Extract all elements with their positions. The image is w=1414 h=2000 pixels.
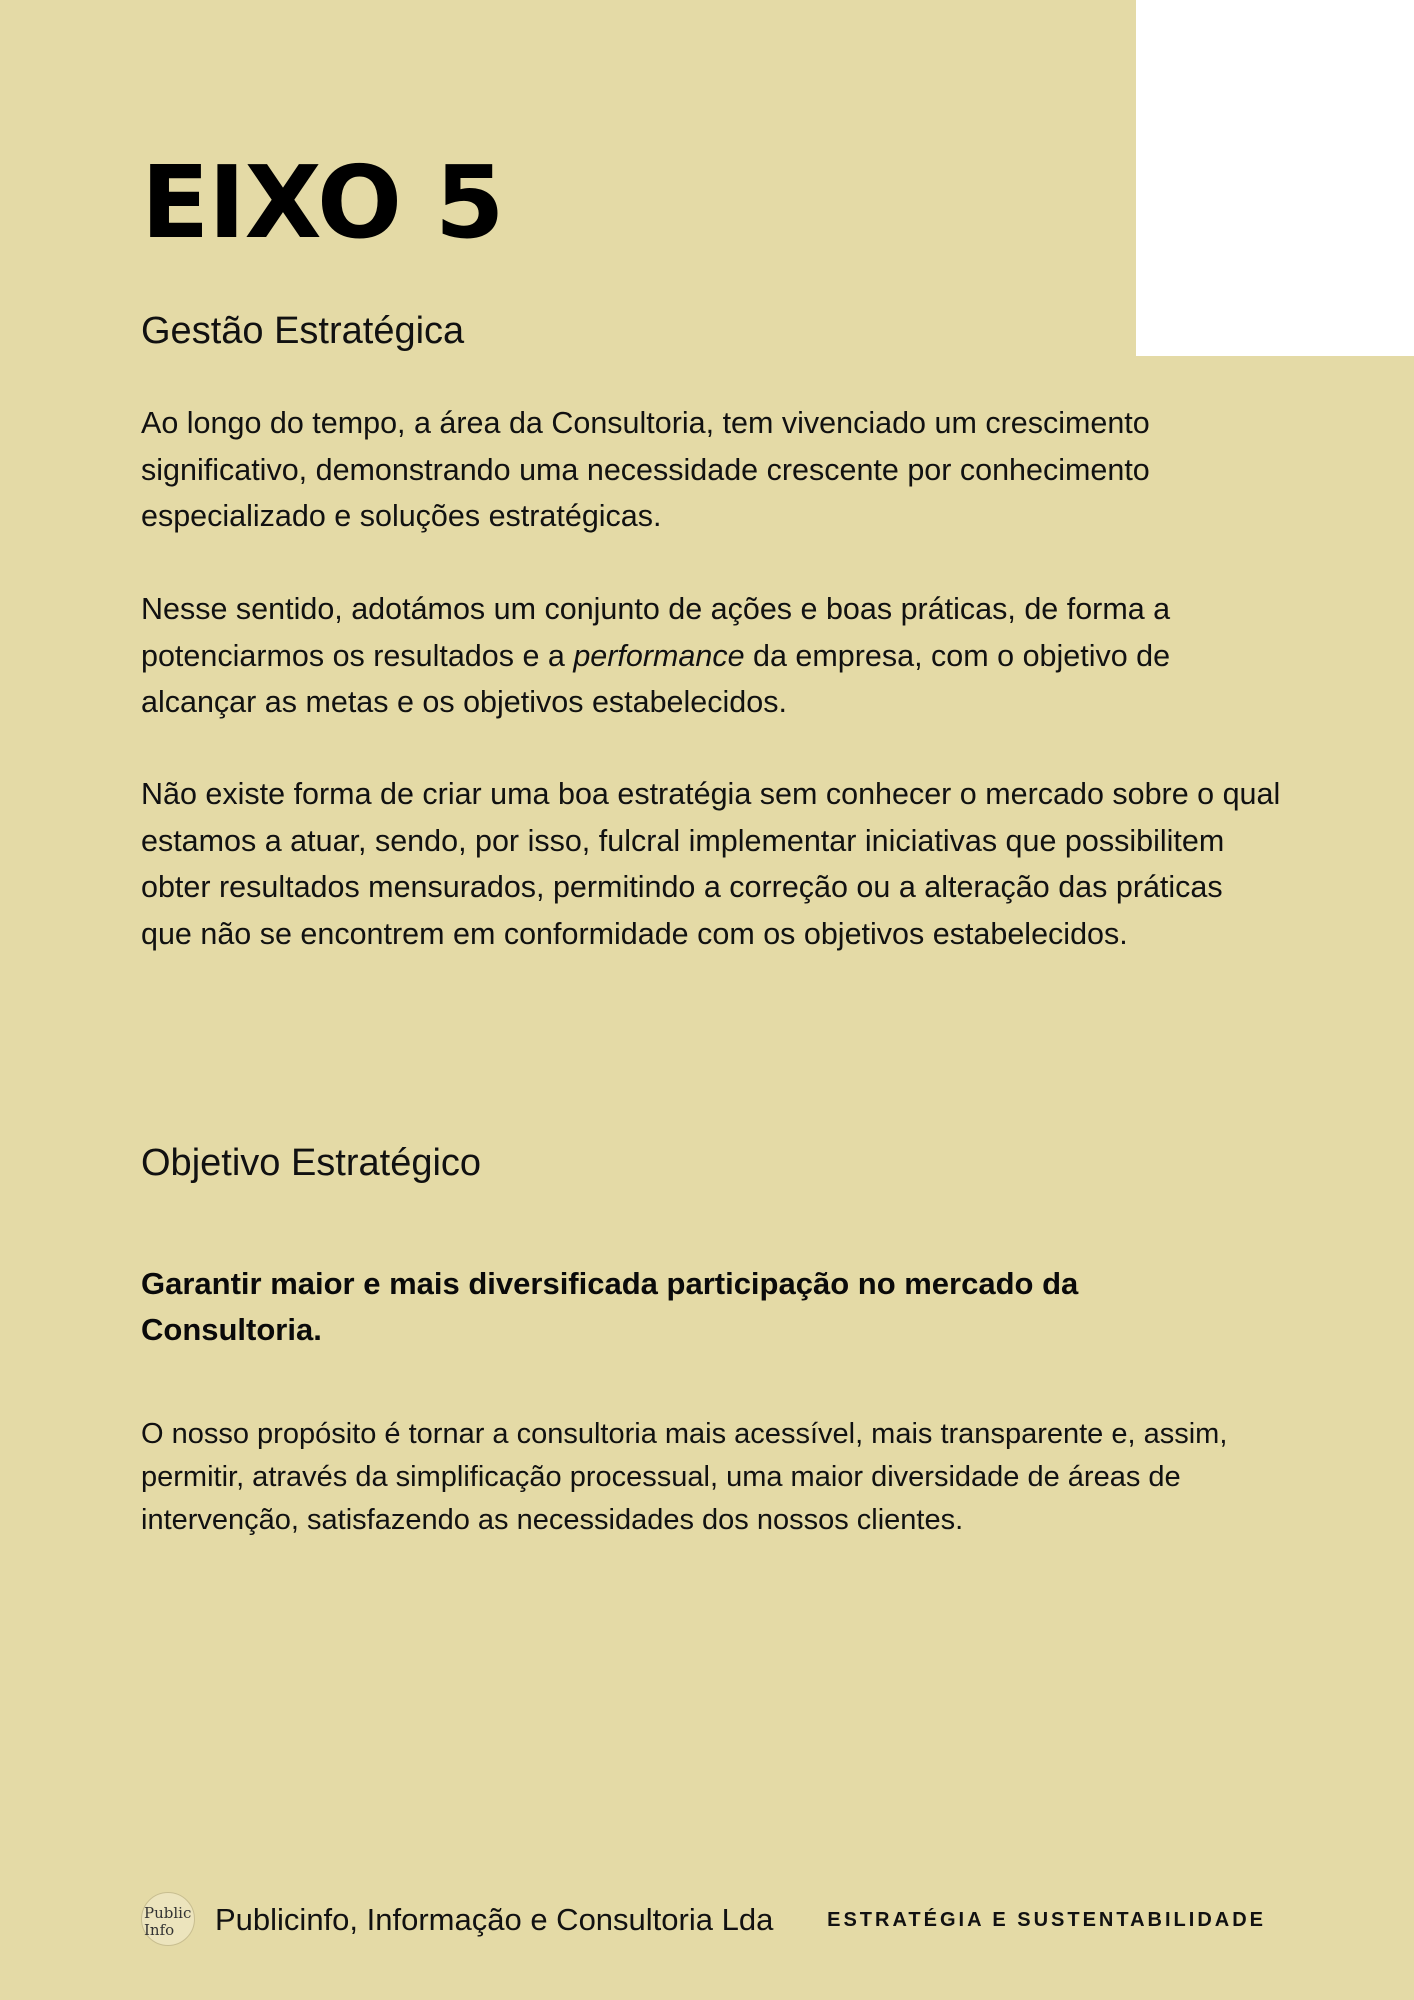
paragraph-intro: Ao longo do tempo, a área da Consultoria, tem vivenciado um crescimento significativo, demonstrando uma necessidade crescente por conhecimento especializado e soluções estratégicas. [141, 406, 1150, 533]
logo-text: Public Info [144, 1904, 192, 1939]
company-name: Publicinfo, Informação e Consultoria Lda [215, 1902, 774, 1937]
section-heading-objetivo: Objetivo Estratégico [141, 1142, 482, 1184]
footer-section-label: ESTRATÉGIA E SUSTENTABILIDADE [827, 1909, 1266, 1931]
page-title: EIXO 5 [141, 144, 504, 261]
paragraph-actions-emphasis: performance [573, 638, 745, 673]
company-logo [141, 1892, 195, 1946]
section-heading-gestao: Gestão Estratégica [141, 310, 465, 352]
paragraph-actions-before: Nesse sentido, adotámos um conjunto de ações e boas práticas, de forma a potenciarmos os resultados e a [141, 592, 1171, 673]
purpose-paragraph: O nosso propósito é tornar a consultoria mais acessível, mais transparente e, assim, permitir, através da simplificação processual, uma maior diversidade de áreas de intervenção, satisfazendo as necessidades dos nossos clientes. [141, 1418, 1228, 1536]
paragraph-actions-after: da empresa, com o objetivo de alcançar as metas e os objetivos estabelecidos. [141, 638, 1171, 719]
paragraph-actions [141, 586, 1281, 726]
objective-statement: Garantir maior e mais diversificada participação no mercado da Consultoria. [141, 1266, 1079, 1347]
corner-white-block [1136, 0, 1414, 356]
paragraph-market: Não existe forma de criar uma boa estratégia sem conhecer o mercado sobre o qual estamos a atuar, sendo, por isso, fulcral implementar iniciativas que possibilitem obter resultados mensurados, permitindo a correção ou a alteração das práticas que não se encontrem em conformidade com os objetivos estabelecidos. [141, 777, 1281, 951]
footer [141, 1892, 1266, 1948]
